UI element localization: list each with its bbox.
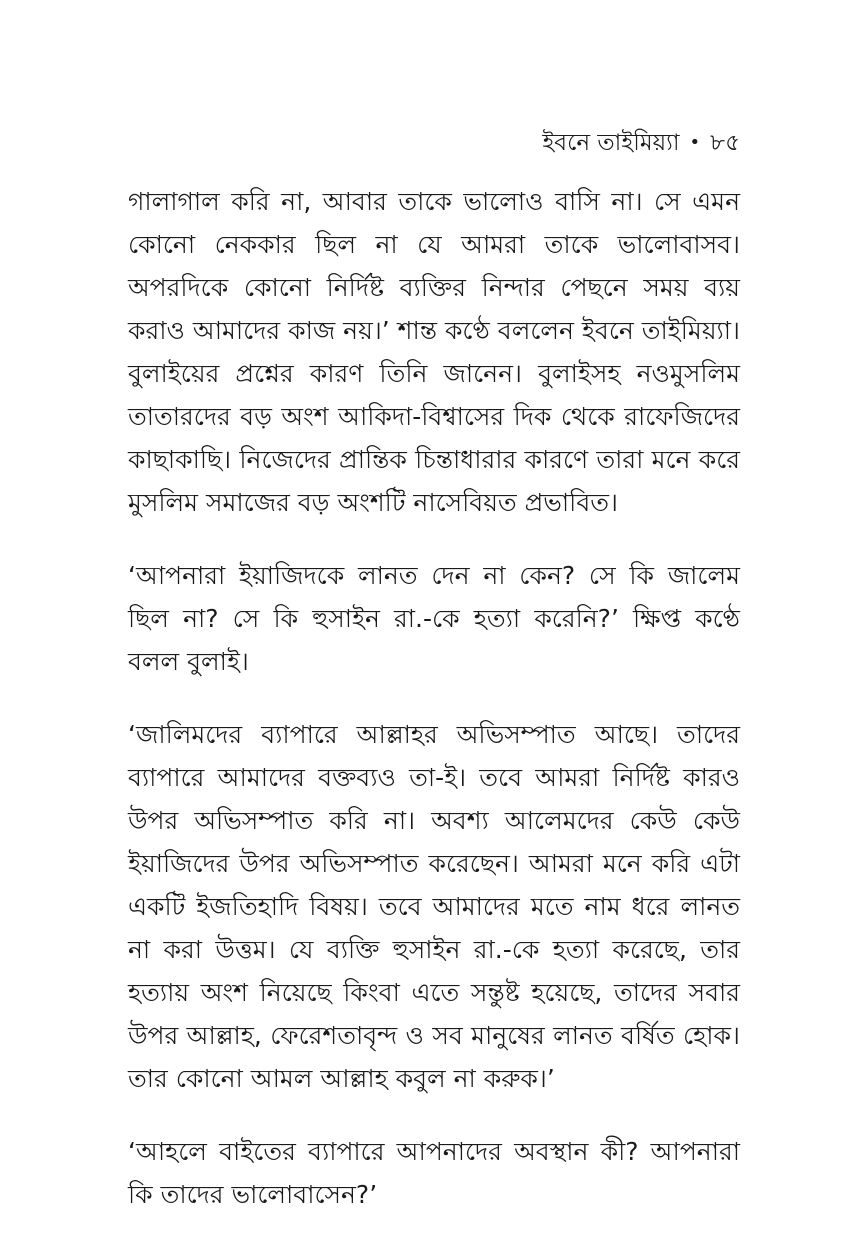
- running-header: [542, 128, 740, 158]
- paragraph-4: ‘আহলে বাইতের ব্যাপারে আপনাদের অবস্থান কী? আপনারা কি তাদের ভালোবাসেন?’: [128, 1137, 740, 1209]
- body-text: [128, 180, 740, 1246]
- paragraph-3: ‘জালিমদের ব্যাপারে আল্লাহর অভিসম্পাত আছে। তাদের ব্যাপারে আমাদের বক্তব্যও তা-ই। তবে আমরা নির্দিষ্ট কারও উপর অভিসম্পাত করি না। অবশ্য আলেমদের কেউ কেউ ইয়াজিদের উপর অভিসম্পাত করেছেন। আমরা মনে করি এটা একটি ইজতিহাদি বিষয়। তবে আমাদের মতে নাম ধরে লানত না করা উত্তম। যে ব্যক্তি হুসাইন রা.-কে হত্যা করেছে, তার হত্যায় অংশ নিয়েছে কিংবা এতে সন্তুষ্ট হয়েছে, তাদের সবার উপর আল্লাহ, ফেরেশতাবৃন্দ ও সব মানুষের লানত বর্ষিত হোক। তার কোনো আমল আল্লাহ কবুল না করুক।’: [128, 720, 740, 1093]
- header-separator: •: [689, 132, 701, 153]
- book-title: ইবনে তাইমিয়্যা: [542, 130, 680, 156]
- page-number: ৮৫: [710, 130, 740, 156]
- paragraph-2: ‘আপনারা ইয়াজিদকে লানত দেন না কেন? সে কি জালেম ছিল না? সে কি হুসাইন রা.-কে হত্যা করেনি?’ ক্ষিপ্ত কণ্ঠে বলল বুলাই।: [128, 561, 740, 676]
- paragraph-1: গালাগাল করি না, আবার তাকে ভালোও বাসি না। সে এমন কোনো নেককার ছিল না যে আমরা তাকে ভালোবাসব। অপরদিকে কোনো নির্দিষ্ট ব্যক্তির নিন্দার পেছনে সময় ব্যয় করাও আমাদের কাজ নয়।’ শান্ত কণ্ঠে বললেন ইবনে তাইমিয়্যা। বুলাইয়ের প্রশ্নের কারণ তিনি জানেন। বুলাইসহ নওমুসলিম তাতারদের বড় অংশ আকিদা-বিশ্বাসের দিক থেকে রাফেজিদের কাছাকাছি। নিজেদের প্রান্তিক চিন্তাধারার কারণে তারা মনে করে মুসলিম সমাজের বড় অংশটি নাসেবিয়ত প্রভাবিত।: [128, 187, 740, 517]
